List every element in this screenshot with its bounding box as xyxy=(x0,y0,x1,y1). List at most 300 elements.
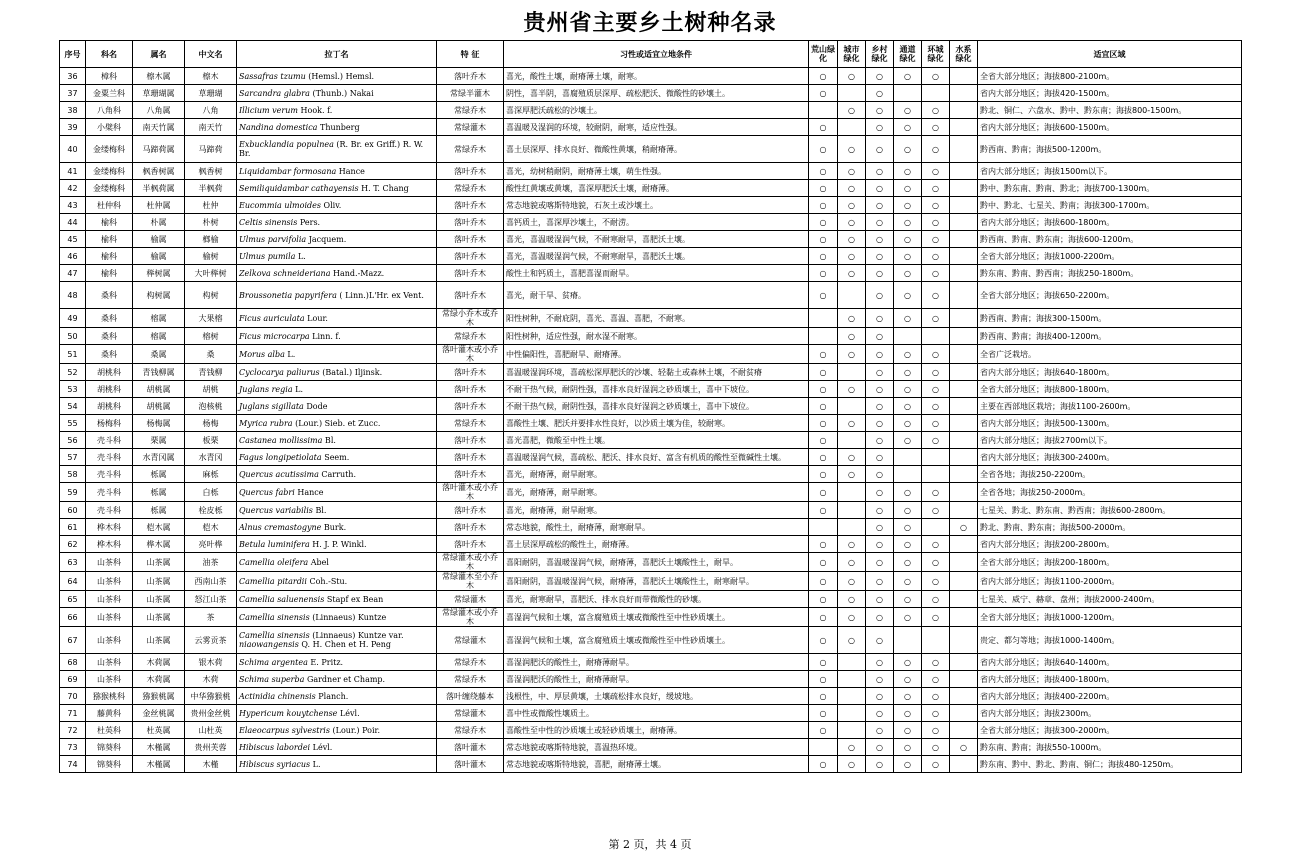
cell-region: 省内大部分地区；海拔1100-2000m。 xyxy=(978,572,1242,591)
cell-region: 全省大部分地区；海拔650-2200m。 xyxy=(978,282,1242,309)
cell-chinese-name: 南天竹 xyxy=(185,119,237,136)
cell-genus: 榕属 xyxy=(133,309,185,328)
cell-ring-city: ○ xyxy=(922,136,950,163)
cell-habit: 喜光喜肥，微酸至中性土壤。 xyxy=(504,432,809,449)
cell-corridor: ○ xyxy=(894,309,922,328)
cell-rural: ○ xyxy=(866,553,894,572)
cell-family: 壳斗科 xyxy=(86,466,133,483)
cell-corridor: ○ xyxy=(894,214,922,231)
cell-genus: 半枫荷属 xyxy=(133,180,185,197)
latin-authority: Seem. xyxy=(321,452,350,462)
cell-genus: 木荷属 xyxy=(133,654,185,671)
cell-habit: 常态地貌或喀斯特地貌，喜肥，耐瘠薄土壤。 xyxy=(504,756,809,773)
cell-urban: ○ xyxy=(838,328,866,345)
cell-habit: 常态地貌或喀斯特地貌，石灰土或沙壤土。 xyxy=(504,197,809,214)
cell-region: 省内大部分地区；海拔1500m以下。 xyxy=(978,163,1242,180)
cell-chinese-name: 麻栎 xyxy=(185,466,237,483)
cell-corridor: ○ xyxy=(894,180,922,197)
header-genus: 属名 xyxy=(133,41,185,68)
cell-rural: ○ xyxy=(866,119,894,136)
latin-binomial: Camellia saluenensis xyxy=(239,594,325,604)
cell-corridor: ○ xyxy=(894,381,922,398)
cell-corridor: ○ xyxy=(894,68,922,85)
cell-latin-name xyxy=(237,536,437,553)
cell-family: 桑科 xyxy=(86,345,133,364)
cell-genus: 水青冈属 xyxy=(133,449,185,466)
cell-chinese-name: 马蹄荷 xyxy=(185,136,237,163)
page-footer: 第 2 页，共 4 页 xyxy=(608,838,692,851)
cell-habit: 喜深厚肥沃疏松的沙壤土。 xyxy=(504,102,809,119)
cell-latin-name xyxy=(237,364,437,381)
cell-latin-name xyxy=(237,654,437,671)
cell-feature: 常绿灌木至小乔木 xyxy=(437,572,504,591)
cell-ring-city: ○ xyxy=(922,163,950,180)
cell-corridor: ○ xyxy=(894,415,922,432)
cell-rural: ○ xyxy=(866,231,894,248)
cell-corridor: ○ xyxy=(894,136,922,163)
cell-barren-hill xyxy=(809,328,838,345)
latin-authority: Hook. f. xyxy=(297,105,333,115)
cell-rural: ○ xyxy=(866,739,894,756)
cell-water-system xyxy=(950,163,978,180)
cell-chinese-name: 白栎 xyxy=(185,483,237,502)
cell-genus: 山茶属 xyxy=(133,553,185,572)
cell-feature: 落叶乔木 xyxy=(437,364,504,381)
cell-corridor: ○ xyxy=(894,572,922,591)
table-row xyxy=(60,627,1242,654)
latin-authority: Lévl. xyxy=(337,708,360,718)
cell-region: 省内大部分地区；海拔400-2200m。 xyxy=(978,688,1242,705)
cell-rural: ○ xyxy=(866,136,894,163)
latin-binomial: Hypericum kouytchense xyxy=(239,708,338,718)
cell-corridor: ○ xyxy=(894,163,922,180)
cell-water-system xyxy=(950,265,978,282)
cell-urban: ○ xyxy=(838,591,866,608)
cell-feature: 常绿小乔木或乔木 xyxy=(437,309,504,328)
cell-chinese-name: 杨梅 xyxy=(185,415,237,432)
cell-habit: 阳性树种，适应性强，耐水湿不耐寒。 xyxy=(504,328,809,345)
latin-binomial: Camellia sinensis xyxy=(239,631,310,640)
cell-region: 全省大部分地区；海拔1000-1200m。 xyxy=(978,608,1242,627)
cell-genus: 胡桃属 xyxy=(133,398,185,415)
header-ring-city: 环城绿化 xyxy=(922,41,950,68)
cell-chinese-name: 桑 xyxy=(185,345,237,364)
cell-water-system xyxy=(950,345,978,364)
cell-rural: ○ xyxy=(866,197,894,214)
cell-habit: 喜温暖湿润环境，喜疏松深厚肥沃的沙壤、轻黏土或森林土壤，不耐贫瘠 xyxy=(504,364,809,381)
cell-habit: 喜酸性土壤、肥沃并要排水性良好，以沙质土壤为佳，较耐寒。 xyxy=(504,415,809,432)
latin-binomial: Ficus microcarpa xyxy=(239,331,310,341)
cell-feature: 落叶乔木 xyxy=(437,68,504,85)
cell-barren-hill: ○ xyxy=(809,265,838,282)
cell-family: 山茶科 xyxy=(86,572,133,591)
cell-region: 黔北、黔南、黔东南；海拔500-2000m。 xyxy=(978,519,1242,536)
cell-chinese-name: 胡桃 xyxy=(185,381,237,398)
cell-urban xyxy=(838,705,866,722)
cell-region: 贵定、都匀等地；海拔1000-1400m。 xyxy=(978,627,1242,654)
cell-feature: 落叶灌木或小乔木 xyxy=(437,483,504,502)
cell-rural: ○ xyxy=(866,163,894,180)
cell-region: 黔西南、黔南；海拔500-1200m。 xyxy=(978,136,1242,163)
cell-latin-name xyxy=(237,502,437,519)
latin-authority: Abel xyxy=(308,557,329,567)
cell-corridor: ○ xyxy=(894,432,922,449)
cell-ring-city: ○ xyxy=(922,502,950,519)
cell-family: 桑科 xyxy=(86,282,133,309)
cell-genus: 山茶属 xyxy=(133,591,185,608)
cell-region: 全省大部分地区；海拔1000-2200m。 xyxy=(978,248,1242,265)
table-row xyxy=(60,265,1242,282)
cell-feature: 落叶乔木 xyxy=(437,265,504,282)
table-row xyxy=(60,381,1242,398)
table-row xyxy=(60,654,1242,671)
cell-water-system xyxy=(950,398,978,415)
cell-rural: ○ xyxy=(866,536,894,553)
table-row xyxy=(60,85,1242,102)
table-row xyxy=(60,519,1242,536)
cell-ring-city: ○ xyxy=(922,231,950,248)
header-feature: 特 征 xyxy=(437,41,504,68)
cell-family: 山茶科 xyxy=(86,654,133,671)
cell-region: 黔北、铜仁、六盘水、黔中、黔东南；海拔800-1500m。 xyxy=(978,102,1242,119)
cell-feature: 落叶乔木 xyxy=(437,163,504,180)
cell-no: 49 xyxy=(60,309,86,328)
cell-water-system xyxy=(950,415,978,432)
cell-barren-hill: ○ xyxy=(809,483,838,502)
cell-region: 七星关、威宁、赫章、盘州；海拔2000-2400m。 xyxy=(978,591,1242,608)
cell-region: 省内大部分地区；海拔600-1800m。 xyxy=(978,214,1242,231)
cell-genus: 杨梅属 xyxy=(133,415,185,432)
cell-ring-city: ○ xyxy=(922,722,950,739)
cell-barren-hill: ○ xyxy=(809,119,838,136)
cell-water-system xyxy=(950,282,978,309)
latin-binomial: Juglans regia xyxy=(239,384,293,394)
latin-variety: niaowangensis xyxy=(239,640,299,649)
cell-no: 45 xyxy=(60,231,86,248)
cell-family: 桦木科 xyxy=(86,536,133,553)
cell-chinese-name: 青钱柳 xyxy=(185,364,237,381)
table-row xyxy=(60,688,1242,705)
cell-region: 省内大部分地区；海拔300-2400m。 xyxy=(978,449,1242,466)
cell-region: 省内大部分地区；海拔400-1800m。 xyxy=(978,671,1242,688)
cell-no: 46 xyxy=(60,248,86,265)
cell-no: 67 xyxy=(60,627,86,654)
cell-family: 桑科 xyxy=(86,328,133,345)
cell-corridor: ○ xyxy=(894,248,922,265)
cell-urban xyxy=(838,671,866,688)
cell-family: 山茶科 xyxy=(86,608,133,627)
cell-ring-city: ○ xyxy=(922,432,950,449)
cell-genus: 榆属 xyxy=(133,248,185,265)
cell-rural: ○ xyxy=(866,466,894,483)
cell-rural: ○ xyxy=(866,449,894,466)
cell-barren-hill: ○ xyxy=(809,68,838,85)
cell-ring-city: ○ xyxy=(922,739,950,756)
cell-urban xyxy=(838,119,866,136)
cell-corridor: ○ xyxy=(894,722,922,739)
cell-region: 黔西南、黔南；海拔300-1500m。 xyxy=(978,309,1242,328)
cell-water-system xyxy=(950,214,978,231)
header-region: 适宜区域 xyxy=(978,41,1242,68)
cell-no: 60 xyxy=(60,502,86,519)
cell-water-system xyxy=(950,136,978,163)
cell-family: 金缕梅科 xyxy=(86,136,133,163)
cell-feature: 落叶灌木或小乔木 xyxy=(437,345,504,364)
cell-rural: ○ xyxy=(866,85,894,102)
cell-ring-city: ○ xyxy=(922,591,950,608)
cell-water-system xyxy=(950,627,978,654)
cell-region: 黔中、黔东南、黔南、黔北；海拔700-1300m。 xyxy=(978,180,1242,197)
cell-chinese-name: 泡核桃 xyxy=(185,398,237,415)
latin-authority: Hance xyxy=(336,166,365,176)
cell-barren-hill: ○ xyxy=(809,398,838,415)
cell-urban: ○ xyxy=(838,214,866,231)
latin-binomial: Broussonetia papyrifera xyxy=(239,290,337,300)
table-row xyxy=(60,722,1242,739)
latin-authority: ( Linn.)L'Hr. ex Vent. xyxy=(336,290,424,300)
cell-genus: 山茶属 xyxy=(133,627,185,654)
cell-barren-hill: ○ xyxy=(809,136,838,163)
cell-feature: 落叶乔木 xyxy=(437,432,504,449)
header-rural: 乡村绿化 xyxy=(866,41,894,68)
cell-habit: 中性偏阳性，喜肥耐旱、耐瘠薄。 xyxy=(504,345,809,364)
cell-no: 42 xyxy=(60,180,86,197)
cell-ring-city: ○ xyxy=(922,671,950,688)
cell-ring-city: ○ xyxy=(922,345,950,364)
table-row xyxy=(60,163,1242,180)
cell-urban: ○ xyxy=(838,449,866,466)
cell-habit: 喜光，耐寒耐旱，喜肥沃、排水良好而带微酸性的砂壤。 xyxy=(504,591,809,608)
cell-rural: ○ xyxy=(866,671,894,688)
cell-no: 38 xyxy=(60,102,86,119)
cell-latin-name xyxy=(237,68,437,85)
cell-latin-name xyxy=(237,572,437,591)
cell-genus: 栎属 xyxy=(133,483,185,502)
table-row xyxy=(60,180,1242,197)
cell-corridor: ○ xyxy=(894,364,922,381)
cell-no: 44 xyxy=(60,214,86,231)
cell-habit: 喜光，酸性土壤，耐瘠薄土壤，耐寒。 xyxy=(504,68,809,85)
cell-feature: 常绿乔木 xyxy=(437,328,504,345)
cell-chinese-name: 檫木 xyxy=(185,68,237,85)
cell-genus: 朴属 xyxy=(133,214,185,231)
cell-feature: 常绿灌木或小乔木 xyxy=(437,553,504,572)
cell-genus: 马蹄荷属 xyxy=(133,136,185,163)
latin-authority: (Hemsl.) Hemsl. xyxy=(305,71,375,81)
latin-authority: Lévl. xyxy=(310,742,333,752)
cell-rural: ○ xyxy=(866,381,894,398)
latin-binomial: Hibiscus labordei xyxy=(239,742,311,752)
cell-rural: ○ xyxy=(866,705,894,722)
cell-corridor: ○ xyxy=(894,345,922,364)
cell-water-system xyxy=(950,483,978,502)
cell-corridor: ○ xyxy=(894,231,922,248)
cell-no: 59 xyxy=(60,483,86,502)
cell-genus: 桤木属 xyxy=(133,519,185,536)
cell-rural: ○ xyxy=(866,591,894,608)
cell-latin-name xyxy=(237,265,437,282)
latin-authority: Lour. xyxy=(304,313,328,323)
cell-corridor xyxy=(894,627,922,654)
cell-water-system xyxy=(950,688,978,705)
cell-barren-hill: ○ xyxy=(809,197,838,214)
cell-ring-city: ○ xyxy=(922,381,950,398)
cell-barren-hill: ○ xyxy=(809,163,838,180)
header-no: 序号 xyxy=(60,41,86,68)
cell-habit: 喜光，喜温暖湿润气候，不耐寒耐旱，喜肥沃土壤。 xyxy=(504,248,809,265)
latin-authority: (Lour.) Sieb. et Zucc. xyxy=(292,418,381,428)
cell-genus: 栗属 xyxy=(133,432,185,449)
cell-habit: 喜光，幼树稍耐阴，耐瘠薄土壤，萌生性强。 xyxy=(504,163,809,180)
cell-chinese-name: 木荷 xyxy=(185,671,237,688)
table-row xyxy=(60,309,1242,328)
cell-feature: 落叶缠绕藤本 xyxy=(437,688,504,705)
table-row xyxy=(60,398,1242,415)
cell-family: 山茶科 xyxy=(86,553,133,572)
cell-latin-name xyxy=(237,553,437,572)
cell-family: 壳斗科 xyxy=(86,483,133,502)
cell-habit: 喜土层深厚疏松的酸性土，耐瘠薄。 xyxy=(504,536,809,553)
cell-corridor: ○ xyxy=(894,519,922,536)
cell-water-system xyxy=(950,381,978,398)
cell-ring-city xyxy=(922,85,950,102)
cell-latin-name xyxy=(237,163,437,180)
cell-ring-city xyxy=(922,519,950,536)
latin-authority: (Linnaeus) Kuntze var. xyxy=(309,631,404,640)
cell-ring-city: ○ xyxy=(922,282,950,309)
table-row xyxy=(60,671,1242,688)
cell-region: 全省大部分地区；海拔800-1800m。 xyxy=(978,381,1242,398)
cell-habit: 喜温暖湿润气候，喜疏松、肥沃、排水良好、富含有机质的酸性至微碱性土壤。 xyxy=(504,449,809,466)
header-water-system: 水系绿化 xyxy=(950,41,978,68)
cell-urban: ○ xyxy=(838,756,866,773)
table-row xyxy=(60,705,1242,722)
latin-binomial: Camellia pitardii xyxy=(239,576,307,586)
cell-corridor: ○ xyxy=(894,688,922,705)
cell-urban: ○ xyxy=(838,381,866,398)
cell-ring-city xyxy=(922,627,950,654)
cell-latin-name xyxy=(237,328,437,345)
cell-barren-hill: ○ xyxy=(809,466,838,483)
cell-urban xyxy=(838,364,866,381)
cell-barren-hill: ○ xyxy=(809,627,838,654)
cell-habit: 喜土层深厚、排水良好、微酸性黄壤，稍耐瘠薄。 xyxy=(504,136,809,163)
cell-genus: 猕猴桃属 xyxy=(133,688,185,705)
cell-no: 55 xyxy=(60,415,86,432)
cell-ring-city: ○ xyxy=(922,180,950,197)
cell-corridor: ○ xyxy=(894,654,922,671)
cell-family: 榆科 xyxy=(86,214,133,231)
cell-region: 省内大部分地区；海拔600-1500m。 xyxy=(978,119,1242,136)
latin-binomial: Zelkova schneideriana xyxy=(239,268,331,278)
cell-latin-name xyxy=(237,282,437,309)
latin-binomial: Sarcandra glabra xyxy=(239,88,310,98)
cell-genus: 木荷属 xyxy=(133,671,185,688)
cell-genus: 栎属 xyxy=(133,502,185,519)
table-row xyxy=(60,756,1242,773)
cell-water-system xyxy=(950,756,978,773)
cell-ring-city: ○ xyxy=(922,364,950,381)
cell-habit: 喜光，耐瘠薄，耐旱耐寒。 xyxy=(504,466,809,483)
cell-urban: ○ xyxy=(838,197,866,214)
table-row xyxy=(60,68,1242,85)
cell-genus: 栎属 xyxy=(133,466,185,483)
cell-region: 黔西南、黔南、黔东南；海拔600-1200m。 xyxy=(978,231,1242,248)
latin-authority: Hand.-Mazz. xyxy=(330,268,385,278)
cell-latin-name xyxy=(237,449,437,466)
table-row xyxy=(60,432,1242,449)
cell-genus: 杜仲属 xyxy=(133,197,185,214)
latin-authority: Linn. f. xyxy=(309,331,341,341)
cell-ring-city: ○ xyxy=(922,608,950,627)
cell-urban xyxy=(838,519,866,536)
cell-genus: 杜英属 xyxy=(133,722,185,739)
cell-family: 山茶科 xyxy=(86,627,133,654)
cell-region: 省内大部分地区；海拔640-1400m。 xyxy=(978,654,1242,671)
cell-latin-name xyxy=(237,119,437,136)
table-row xyxy=(60,248,1242,265)
latin-binomial: Ulmus parvifolia xyxy=(239,234,307,244)
table-row xyxy=(60,282,1242,309)
header-family: 科名 xyxy=(86,41,133,68)
cell-habit: 常态地貌或喀斯特地貌，喜温热环境。 xyxy=(504,739,809,756)
cell-barren-hill xyxy=(809,739,838,756)
latin-binomial: Ulmus pumila xyxy=(239,251,296,261)
table-row xyxy=(60,231,1242,248)
cell-rural: ○ xyxy=(866,519,894,536)
cell-water-system xyxy=(950,248,978,265)
cell-region: 黔中、黔北、七星关、黔南；海拔300-1700m。 xyxy=(978,197,1242,214)
cell-ring-city xyxy=(922,466,950,483)
latin-authority: (Lour.) Poir. xyxy=(329,725,380,735)
cell-urban: ○ xyxy=(838,466,866,483)
cell-habit: 喜湿润肥沃的酸性土，耐瘠薄耐旱。 xyxy=(504,671,809,688)
cell-family: 胡桃科 xyxy=(86,364,133,381)
cell-corridor: ○ xyxy=(894,282,922,309)
cell-ring-city xyxy=(922,449,950,466)
latin-authority: Bl. xyxy=(322,435,336,445)
cell-habit: 常态地貌，酸性土，耐瘠薄，耐寒耐旱。 xyxy=(504,519,809,536)
cell-barren-hill: ○ xyxy=(809,608,838,627)
cell-barren-hill: ○ xyxy=(809,572,838,591)
cell-chinese-name: 贵州金丝桃 xyxy=(185,705,237,722)
cell-rural: ○ xyxy=(866,627,894,654)
latin-authority: H. J. P. Winkl. xyxy=(309,539,367,549)
cell-barren-hill: ○ xyxy=(809,282,838,309)
cell-chinese-name: 草珊瑚 xyxy=(185,85,237,102)
latin-binomial: Alnus cremastogyne xyxy=(239,522,322,532)
cell-barren-hill: ○ xyxy=(809,345,838,364)
latin-authority: Hance xyxy=(294,487,324,497)
latin-binomial: Morus alba xyxy=(239,349,285,359)
latin-binomial: Myrica rubra xyxy=(239,418,293,428)
cell-habit: 阴性，喜半阴，喜腐殖质层深厚、疏松肥沃、微酸性的砂壤土。 xyxy=(504,85,809,102)
latin-authority: L. xyxy=(284,349,296,359)
page-title: 贵州省主要乡土树种名录 xyxy=(523,10,777,36)
table-row xyxy=(60,328,1242,345)
cell-corridor: ○ xyxy=(894,608,922,627)
cell-barren-hill xyxy=(809,519,838,536)
cell-region: 黔东南、黔中、黔北、黔南、铜仁；海拔480-1250m。 xyxy=(978,756,1242,773)
cell-water-system xyxy=(950,591,978,608)
cell-urban: ○ xyxy=(838,572,866,591)
cell-ring-city: ○ xyxy=(922,572,950,591)
cell-feature: 常绿乔木 xyxy=(437,415,504,432)
cell-region: 全省大部分地区；海拔300-2000m。 xyxy=(978,722,1242,739)
cell-corridor xyxy=(894,466,922,483)
latin-authority: Bl. xyxy=(312,505,327,515)
cell-region: 主要在西部地区栽培；海拔1100-2600m。 xyxy=(978,398,1242,415)
